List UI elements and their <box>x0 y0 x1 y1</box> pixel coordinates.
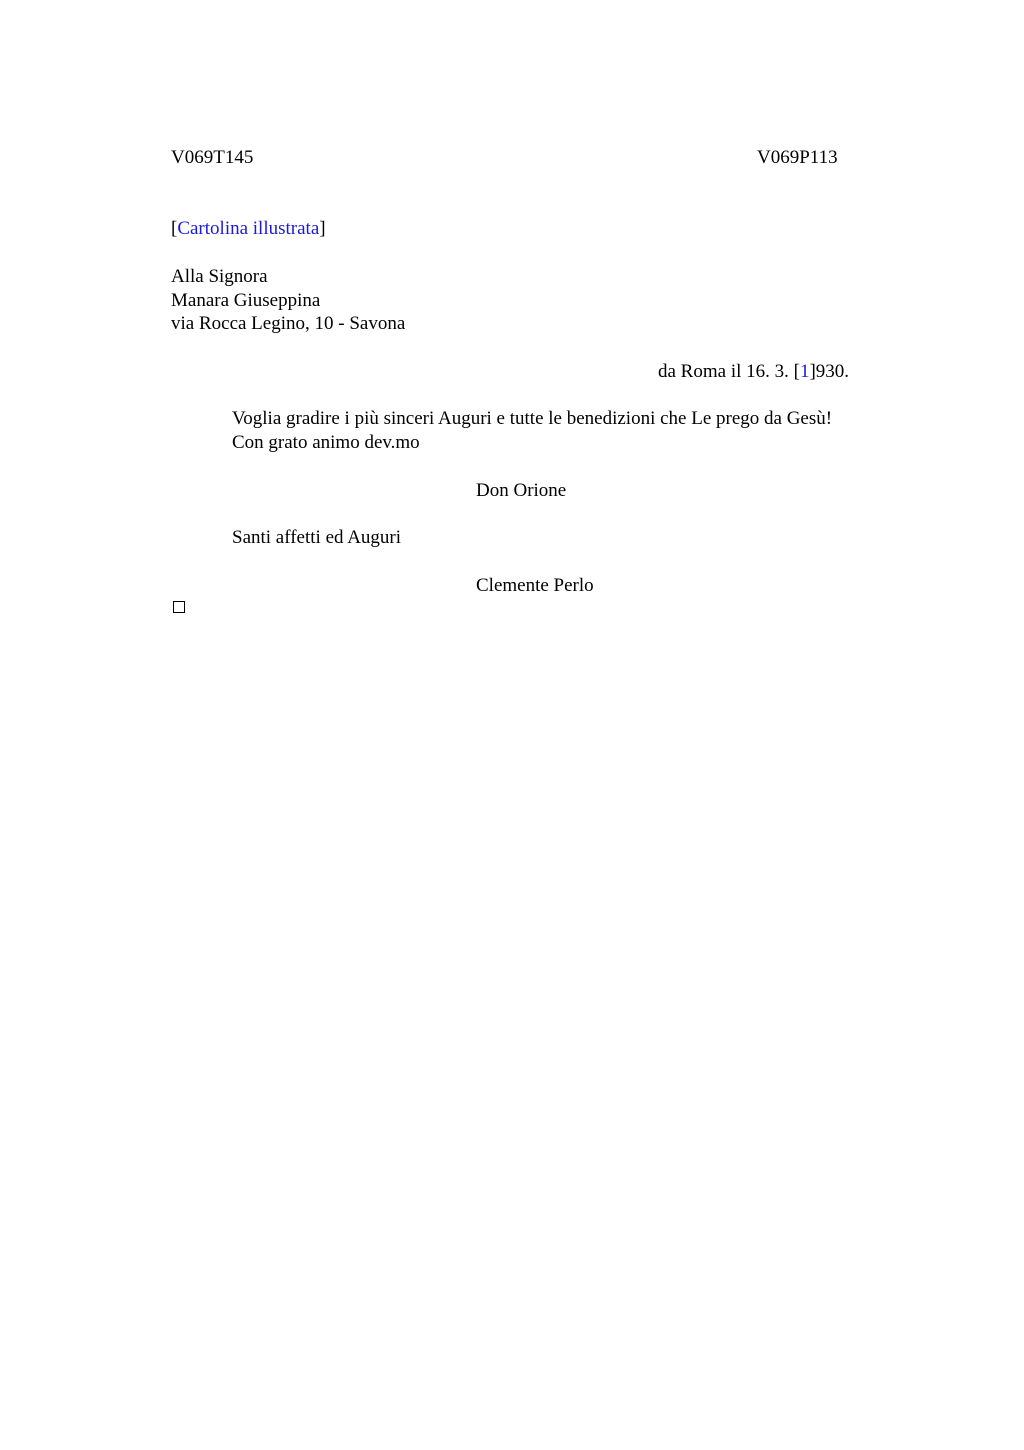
signature-don-orione: Don Orione <box>476 480 567 501</box>
date-suffix: ]930. <box>809 361 850 382</box>
address-line-1: Alla Signora <box>171 266 268 287</box>
document-code-left: V069T145 <box>171 147 254 168</box>
date-line <box>658 360 849 384</box>
bracket-open: [ <box>171 218 178 239</box>
body-line-2: Con grato animo dev.mo <box>232 432 420 453</box>
document-type-link[interactable]: Cartolina illustrata <box>177 218 320 239</box>
checkbox-icon <box>173 601 185 613</box>
address-line-2: Manara Giuseppina <box>171 290 321 311</box>
date-footnote-link[interactable]: 1 <box>799 361 810 382</box>
signature-clemente-perlo: Clemente Perlo <box>476 575 594 596</box>
address-line-3: via Rocca Legino, 10 - Savona <box>171 313 406 334</box>
date-prefix: da Roma il 16. 3. [ <box>658 361 800 382</box>
postscript: Santi affetti ed Auguri <box>232 527 402 548</box>
bracket-close: ] <box>319 218 326 239</box>
body-line-1: Voglia gradire i più sinceri Auguri e tutte le benedizioni che Le prego da Gesù! <box>232 408 833 429</box>
document-code-right: V069P113 <box>757 147 838 168</box>
document-type <box>171 217 326 241</box>
